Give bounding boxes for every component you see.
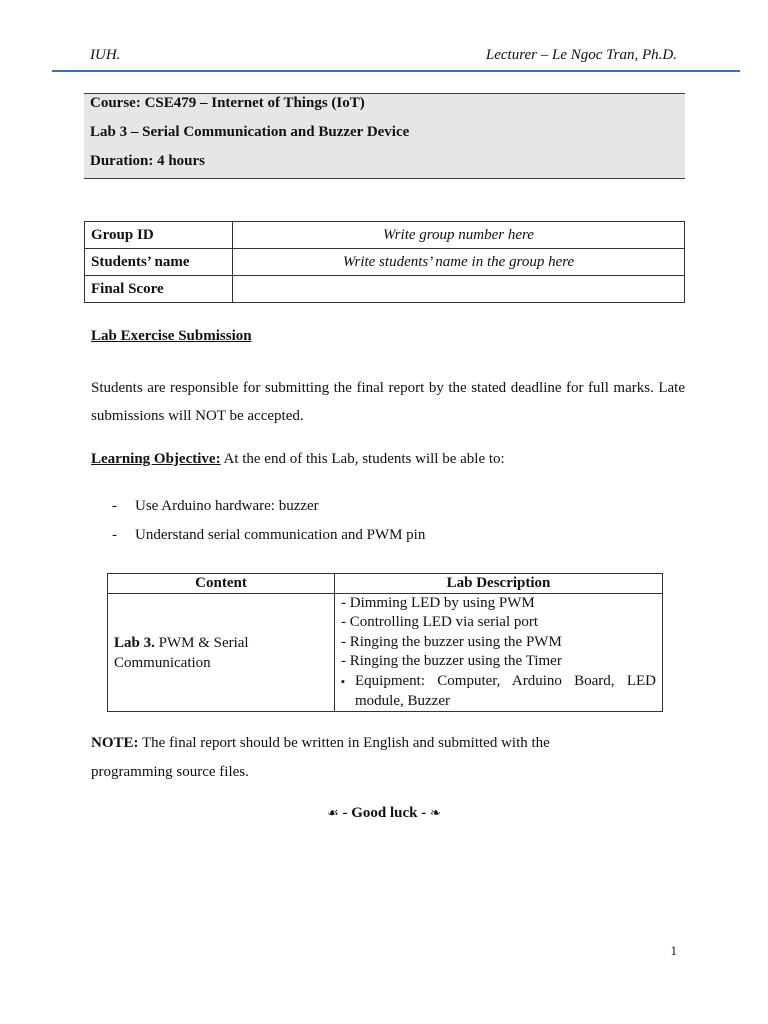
note-text: The final report should be written in English and submitted with the programming source files. — [91, 735, 550, 780]
list-dash: - — [112, 527, 117, 543]
lab-number: Lab 3. — [114, 634, 155, 651]
submission-heading: Lab Exercise Submission — [91, 328, 252, 344]
lab-topic: PWM & Serial Communication — [114, 634, 249, 671]
header-divider — [52, 70, 740, 72]
lab-content-table — [107, 573, 663, 712]
content-column-header: Content — [108, 574, 335, 594]
table-row — [85, 222, 685, 249]
list-item — [112, 498, 319, 515]
description-item-3: - Ringing the buzzer using the PWM — [341, 633, 562, 650]
note-label: NOTE: — [91, 735, 139, 751]
description-item-1: - Dimming LED by using PWM — [341, 595, 535, 611]
final-score-field[interactable] — [233, 276, 685, 303]
group-info-table — [84, 221, 685, 303]
page-number: 1 — [670, 943, 677, 958]
equipment-text: Equipment: Computer, Arduino Board, LED module, Buzzer — [355, 672, 656, 710]
good-luck-text: - Good luck - — [338, 805, 430, 821]
square-bullet-icon: ▪ — [341, 675, 345, 688]
header-lecturer: Lecturer – Le Ngoc Tran, Ph.D. — [485, 47, 677, 63]
students-name-field[interactable]: Write students’ name in the group here — [233, 249, 685, 276]
course-title: Course: CSE479 – Internet of Things (IoT) — [90, 95, 365, 111]
note-paragraph — [91, 729, 611, 787]
learning-objective-text: At the end of this Lab, students will be able to: — [220, 451, 505, 467]
learning-objective — [91, 451, 505, 468]
submission-text: Students are responsible for submitting the final report by the stated deadline for full marks. Late submissions will NOT be accepted. — [91, 380, 685, 424]
course-info-box — [84, 93, 685, 179]
learning-objective-label: Learning Objective: — [91, 451, 221, 467]
duration: Duration: 4 hours — [90, 153, 206, 169]
equipment-item — [341, 672, 656, 712]
lab-description-column-header: Lab Description — [335, 574, 663, 594]
list-dash: - — [112, 498, 117, 514]
lab-content-cell — [108, 594, 335, 712]
final-score-label: Final Score — [85, 276, 233, 303]
header-institution: IUH. — [90, 47, 121, 63]
objective-item-1: Use Arduino hardware: buzzer — [135, 498, 319, 514]
table-header-row — [108, 574, 663, 594]
table-row — [108, 594, 663, 712]
table-row — [85, 276, 685, 303]
objective-item-2: Understand serial communication and PWM pin — [135, 527, 426, 543]
group-id-label: Group ID — [85, 222, 233, 249]
table-row — [85, 249, 685, 276]
group-id-field[interactable]: Write group number here — [233, 222, 685, 249]
students-name-label: Students’ name — [85, 249, 233, 276]
floral-ornament-right-icon: ❧ — [430, 805, 441, 820]
lab-title: Lab 3 – Serial Communication and Buzzer Device — [90, 124, 410, 140]
description-item-2: - Controlling LED via serial port — [341, 614, 539, 631]
lab-description-cell — [335, 594, 663, 712]
description-item-4: - Ringing the buzzer using the Timer — [341, 653, 562, 670]
good-luck-line — [0, 805, 768, 822]
floral-ornament-left-icon: ☙ — [327, 805, 339, 820]
list-item — [112, 527, 425, 544]
